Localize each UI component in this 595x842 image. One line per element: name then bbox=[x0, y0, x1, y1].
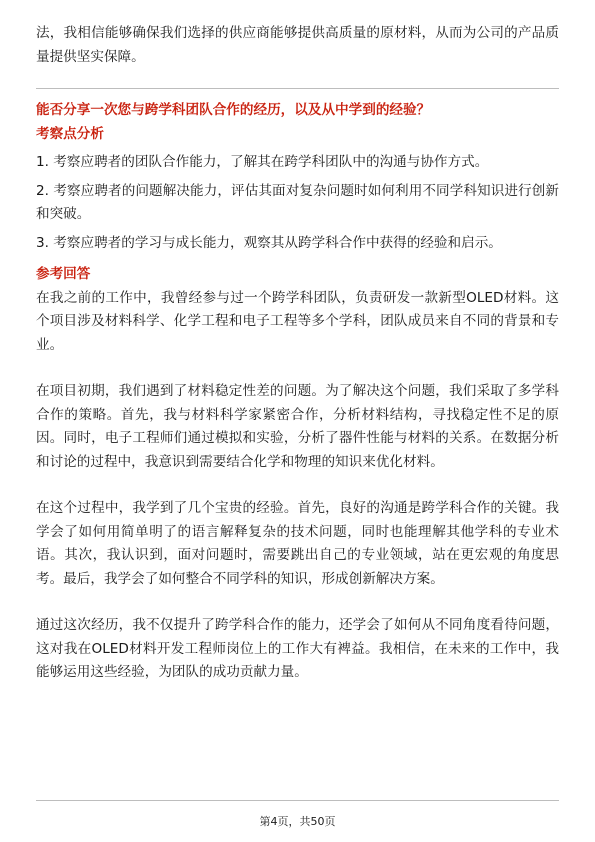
answer-heading: 参考回答 bbox=[36, 266, 91, 282]
answer-paragraph-2: 在项目初期，我们遇到了材料稳定性差的问题。为了解决这个问题，我们采取了多学科合作的策略。首先，我与材料科学家紧密合作，分析材料结构，寻找稳定性不足的原因。同时，电子工程师们通过模拟和实验，分析了器件性能与材料的关系。在数据分析和讨论的过程中，我意识到需要结合化学和物理的知识来优化材料。 bbox=[36, 383, 559, 470]
answer-paragraph-1: 在我之前的工作中，我曾经参与过一个跨学科团队，负责研发一款新型OLED材料。这个项目涉及材料科学、化学工程和电子工程等多个学科，团队成员来自不同的背景和专业。 bbox=[36, 289, 559, 353]
question-heading: 能否分享一次您与跨学科团队合作的经历，以及从中学到的经验？ bbox=[36, 102, 431, 118]
answer-paragraph-3: 在这个过程中，我学到了几个宝贵的经验。首先，良好的沟通是跨学科合作的关键。我学会了如何用简单明了的语言解释复杂的技术问题，同时也能理解其他学科的专业术语。其次，我认识到，面对问题时，需要跳出自己的专业领域，站在更宏观的角度思考。最后，我学会了如何整合不同学科的知识，形成创新解决方案。 bbox=[36, 500, 559, 587]
analysis-point-3: 3. 考察应聘者的学习与成长能力，观察其从跨学科合作中获得的经验和启示。 bbox=[36, 234, 502, 251]
answer-paragraph-4: 通过这次经历，我不仅提升了跨学科合作的能力，还学会了如何从不同角度看待问题，这对我在OLED材料开发工程师岗位上的工作大有裨益。我相信，在未来的工作中，我能够运用这些经验，为团队的成功贡献力量。 bbox=[36, 617, 559, 680]
page-number: 第4页，共50页 bbox=[259, 815, 336, 828]
analysis-heading: 考察点分析 bbox=[36, 125, 104, 142]
page-content bbox=[36, 0, 559, 685]
analysis-point-1: 1. 考察应聘者的团队合作能力，了解其在跨学科团队中的沟通与协作方式。 bbox=[36, 154, 489, 170]
intro-paragraph: 法，我相信能够确保我们选择的供应商能够提供高质量的原材料，从而为公司的产品质量提供坚实保障。 bbox=[36, 25, 559, 65]
analysis-point-2: 2. 考察应聘者的问题解决能力，评估其面对复杂问题时如何利用不同学科知识进行创新和突破。 bbox=[36, 182, 559, 222]
footer-divider bbox=[36, 800, 559, 801]
section-divider bbox=[36, 88, 559, 89]
